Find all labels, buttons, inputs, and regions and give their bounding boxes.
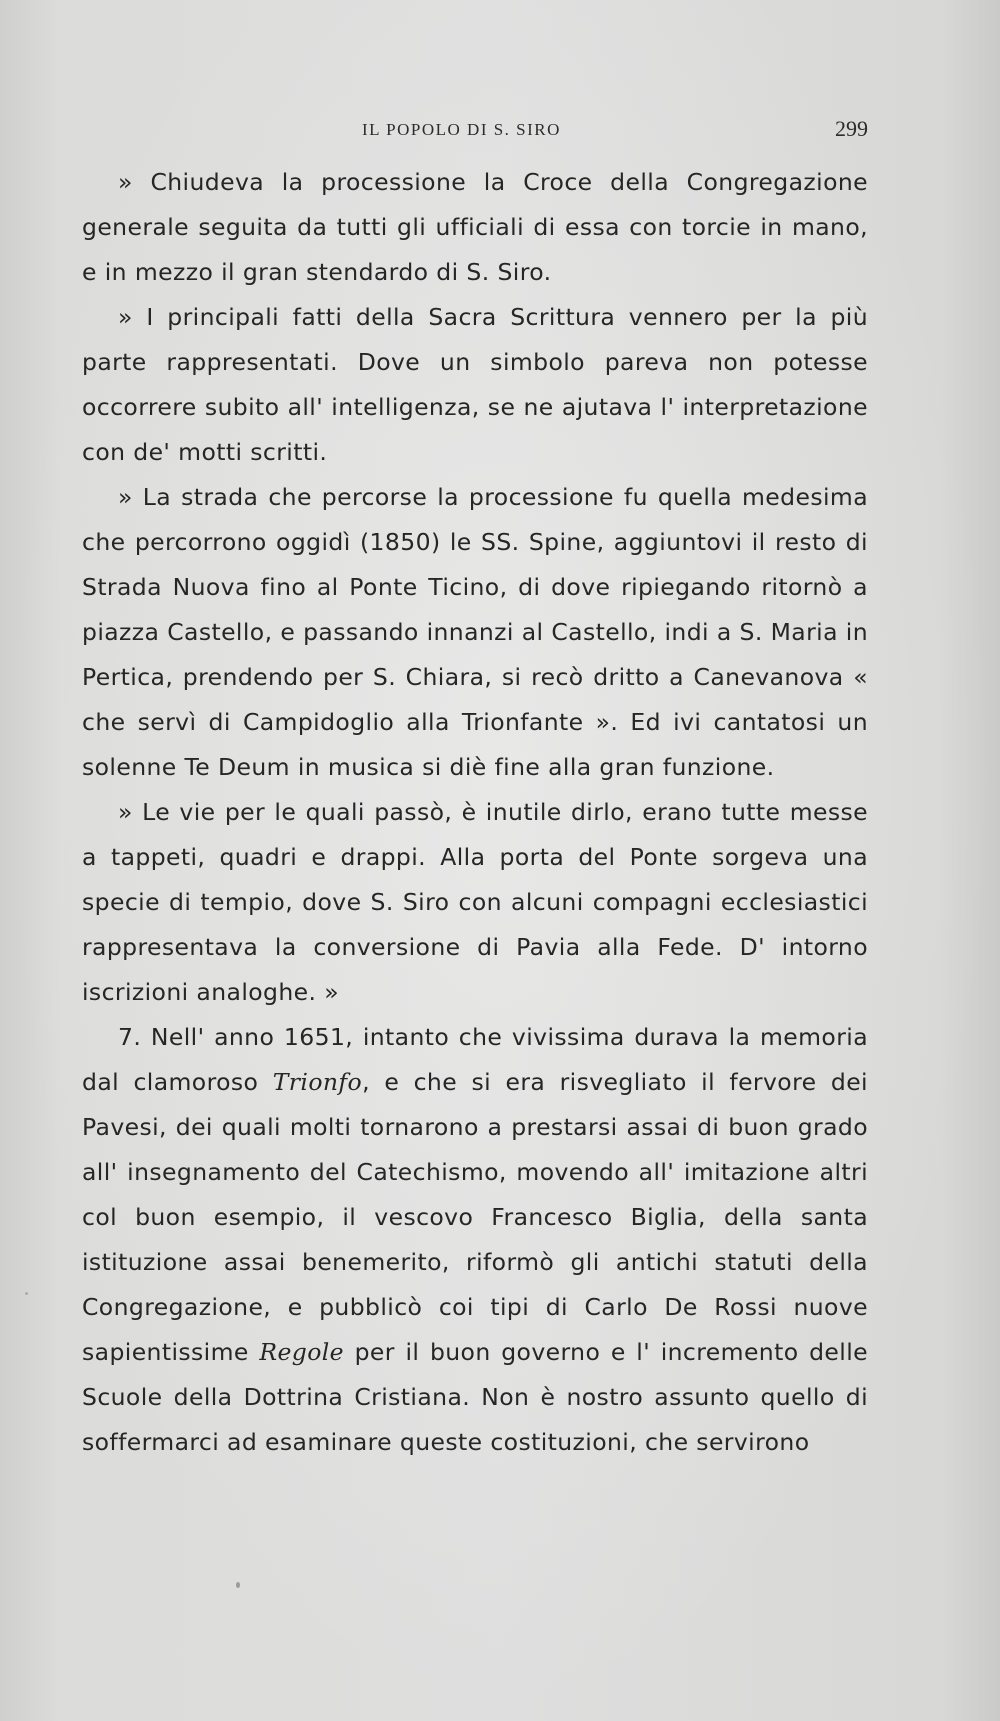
running-head <box>82 116 868 148</box>
ink-speck <box>236 1582 240 1588</box>
body-text <box>82 160 868 1465</box>
paragraph-seven-part2: , e che si era risvegliato il fervore dei Pavesi, dei quali molti tornarono a prestarsi assai di buon grado all' insegnamento del Catechismo, movendo all' imitazione altri col buon esempio, il vescovo Francesco Biglia, della santa istituzione assai benemerito, riformò gli antichi statuti della Congregazione, e pubblicò coi tipi di Carlo De Rossi nuove sapientissime <box>82 1068 868 1366</box>
paragraph-decorated-streets: » Le vie per le quali passò, è inutile dirlo, erano tutte messe a tappeti, quadri e drappi. Alla porta del Ponte sorgeva una specie di tempio, dove S. Siro con alcuni compagni ecclesiastici rappresentava la conversione di Pavia alla Fede. D' intorno iscrizioni analoghe. » <box>82 798 868 1006</box>
italic-regole: Regole <box>259 1338 344 1366</box>
paragraph-seven-part1: 7. Nell' anno 1651, intanto che vivissima durava la memoria dal clamoroso <box>82 1023 868 1096</box>
running-title: IL POPOLO DI S. SIRO <box>362 120 561 139</box>
ink-speck <box>25 1292 28 1295</box>
paragraph-seven <box>82 1015 868 1465</box>
paragraph-procession-route: » La strada che percorse la processione fu quella medesima che percorrono oggidì (1850) le SS. Spine, aggiuntovi il resto di Strada Nuova fino al Ponte Ticino, di dove ripiegando ritornò a piazza Castello, e passando innanzi al Castello, indi a S. Maria in Pertica, prendendo per S. Chiara, si recò dritto a Canevanova « che servì di Campidoglio alla Trionfante ». Ed ivi cantatosi un solenne Te Deum in musica si diè fine alla gran funzione. <box>82 483 868 781</box>
paragraph-procession-cross: » Chiudeva la processione la Croce della Congregazione generale seguita da tutti gli ufficiali di essa con torcie in mano, e in mezzo il gran stendardo di S. Siro. <box>82 168 868 286</box>
page-number: 299 <box>835 116 868 141</box>
italic-trionfo: Trionfo <box>272 1068 363 1096</box>
paragraph-scripture-scenes: » I principali fatti della Sacra Scrittura vennero per la più parte rappresentati. Dove un simbolo pareva non potesse occorrere subito all' intelligenza, se ne ajutava l' interpretazione con de' motti scritti. <box>82 303 868 466</box>
paragraph-seven-part3: per il buon governo e l' incremento delle Scuole della Dottrina Cristiana. Non è nostro assunto quello di soffermarci ad esaminare queste costituzioni, che servirono <box>82 1338 868 1456</box>
